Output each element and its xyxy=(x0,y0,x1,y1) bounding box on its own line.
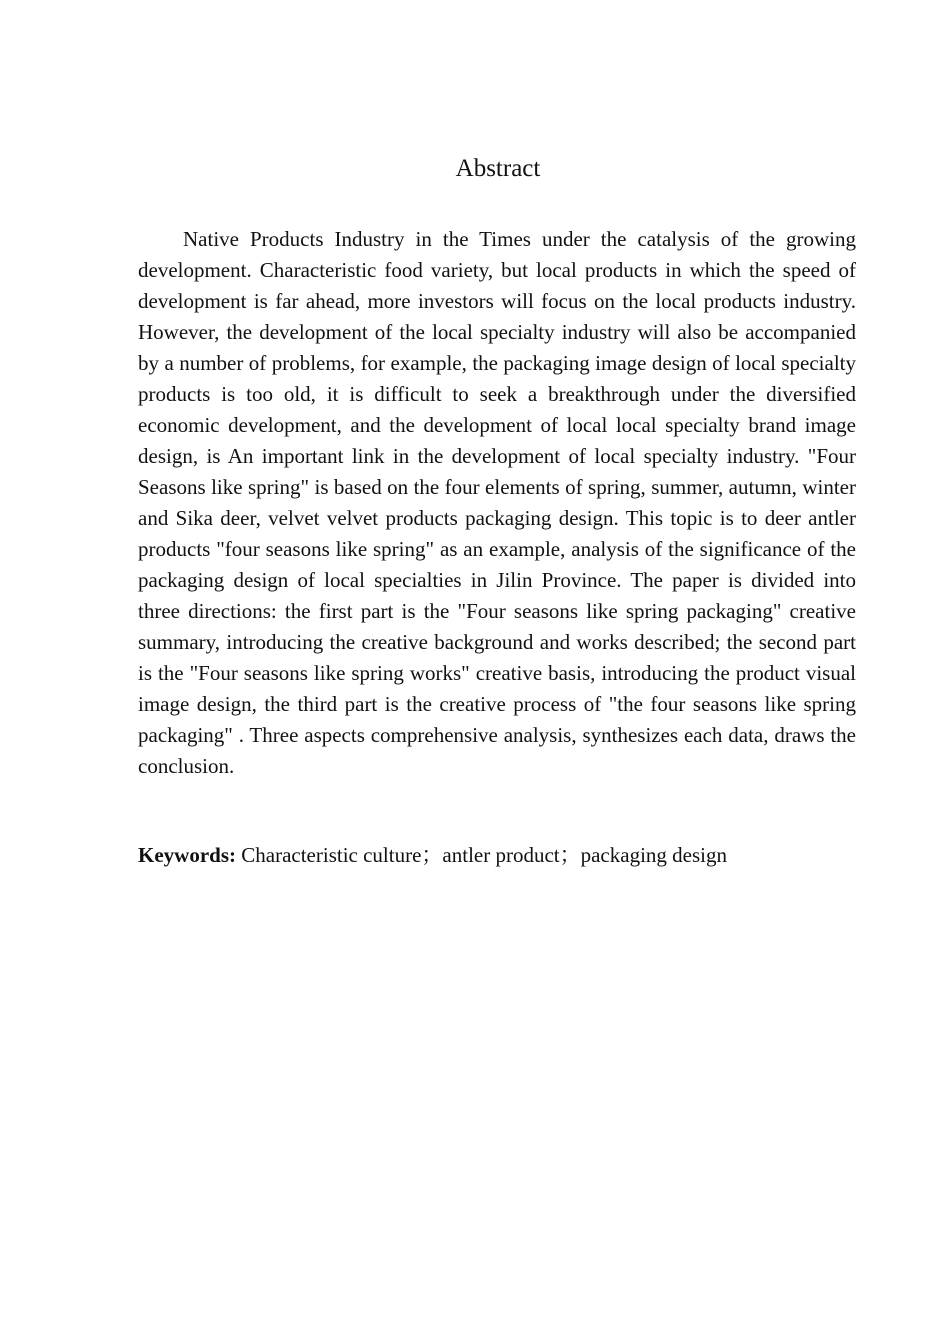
abstract-body: Native Products Industry in the Times under the catalysis of the growing development. Characteristic food variety, but local products in which the speed of development is far ahead, more investors will focus on the local products industry. However, the development of the local specialty industry will also be accompanied by a number of problems, for example, the packaging image design of local specialty products is too old, it is difficult to seek a breakthrough under the diversified economic development, and the development of local local specialty brand image design, is An important link in the development of local specialty industry. "Four Seasons like spring" is based on the four elements of spring, summer, autumn, winter and Sika deer, velvet velvet products packaging design. This topic is to deer antler products "four seasons like spring" as an example, analysis of the significance of the packaging design of local specialties in Jilin Province. The paper is divided into three directions: the first part is the "Four seasons like spring packaging" creative summary, introducing the creative background and works described; the second part is the "Four seasons like spring works" creative basis, introducing the product visual image design, the third part is the creative process of "the four seasons like spring packaging" . Three aspects comprehensive analysis, synthesizes each data, draws the conclusion. xyxy=(138,227,856,778)
keywords-label: Keywords: xyxy=(138,843,236,867)
abstract-title: Abstract xyxy=(455,155,541,182)
keywords-line xyxy=(138,840,856,871)
keywords-value: Characteristic culture；antler product；packaging design xyxy=(236,843,727,867)
